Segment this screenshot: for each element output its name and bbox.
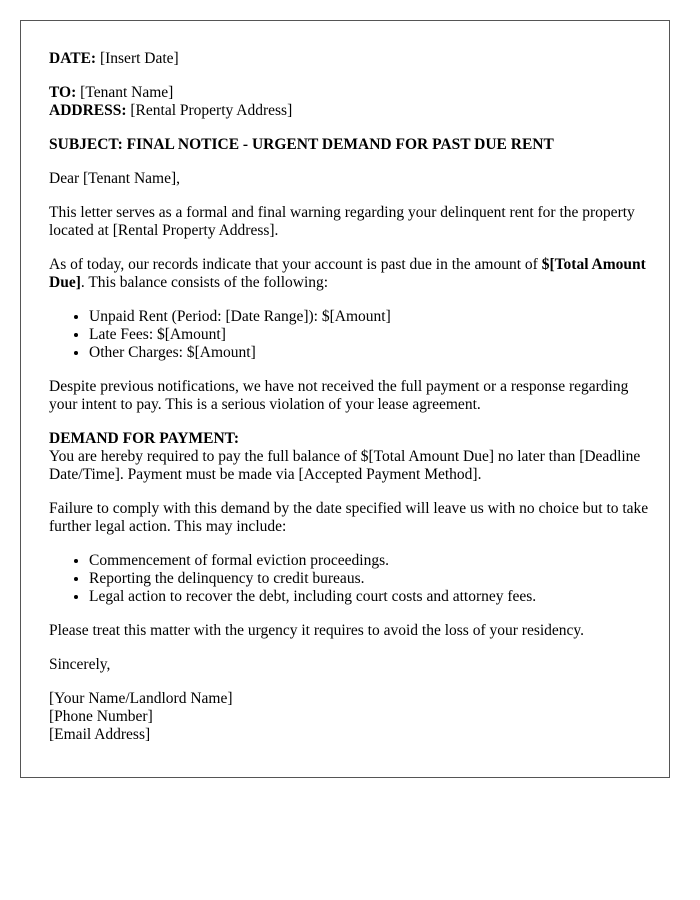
to-value: [Tenant Name] — [80, 84, 174, 101]
balance-text-after: . This balance consists of the following: — [80, 274, 329, 291]
demand-heading: DEMAND FOR PAYMENT: — [49, 430, 240, 447]
intro-paragraph: This letter serves as a formal and final warning regarding your delinquent rent for the property located at [Rental Property Address]. — [49, 204, 635, 239]
address-line — [49, 102, 649, 120]
letter — [20, 20, 670, 778]
balance-paragraph — [49, 256, 649, 292]
subject-line: SUBJECT: FINAL NOTICE - URGENT DEMAND FOR PAST DUE RENT — [49, 136, 554, 153]
list-item: • Other Charges: $[Amount] — [89, 344, 649, 362]
list-item: • Reporting the delinquency to credit bureaus. — [89, 570, 649, 588]
address-value: [Rental Property Address] — [130, 102, 293, 119]
signature-name: [Your Name/Landlord Name] — [49, 690, 233, 707]
salutation: Dear [Tenant Name], — [49, 170, 181, 187]
demand-text: You are hereby required to pay the full balance of $[Total Amount Due] no later than [Deadline Date/Time]. Payment must be made via [Accepted Payment Method]. — [49, 448, 641, 483]
address-label: ADDRESS: — [49, 102, 127, 119]
signature-block — [49, 690, 649, 744]
closing-paragraph: Please treat this matter with the urgency it requires to avoid the loss of your residency. — [49, 622, 585, 639]
balance-amount: $[Total Amount Due] — [49, 256, 646, 291]
date-value: [Insert Date] — [99, 50, 179, 67]
date-label: DATE: — [49, 50, 97, 67]
balance-text-before: As of today, our records indicate that your account is past due in the amount of — [49, 256, 542, 273]
balance-items-list — [49, 308, 649, 362]
date-line — [49, 50, 649, 68]
failure-paragraph: Failure to comply with this demand by the date specified will leave us with no choice but to take further legal action. This may include: — [49, 500, 649, 535]
demand-section — [49, 430, 649, 484]
recipient-block — [49, 84, 649, 120]
signoff: Sincerely, — [49, 656, 111, 673]
to-label: TO: — [49, 84, 77, 101]
list-item: • Late Fees: $[Amount] — [89, 326, 649, 344]
list-item: • Unpaid Rent (Period: [Date Range]): $[Amount] — [89, 308, 649, 326]
violation-paragraph: Despite previous notifications, we have not received the full payment or a response regarding your intent to pay. This is a serious violation of your lease agreement. — [49, 378, 629, 413]
list-item: • Legal action to recover the debt, including court costs and attorney fees. — [89, 588, 649, 606]
list-item: • Commencement of formal eviction proceedings. — [89, 552, 649, 570]
legal-items-list — [49, 552, 649, 606]
signature-phone: [Phone Number] — [49, 708, 153, 725]
to-line — [49, 84, 649, 102]
signature-email: [Email Address] — [49, 726, 151, 743]
